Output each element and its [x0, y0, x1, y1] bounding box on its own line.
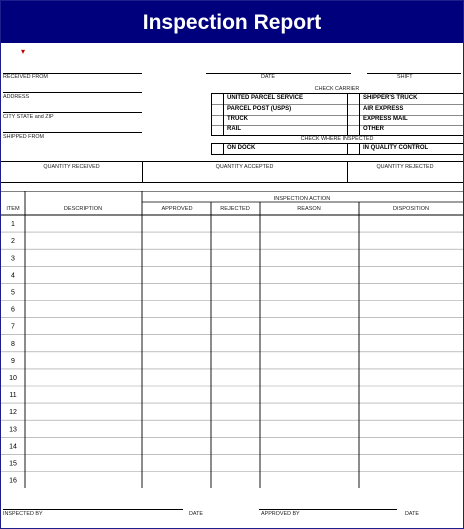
carrier-row-line — [211, 115, 463, 116]
approved-by-line — [259, 509, 397, 510]
received-from-label: RECEIVED FROM — [3, 74, 48, 80]
carrier-check-column-border — [223, 93, 224, 135]
quantity-row-bottom — [1, 182, 463, 183]
page-title: Inspection Report — [142, 11, 322, 34]
date-label: DATE — [261, 74, 275, 80]
shift-line — [367, 73, 461, 74]
checkbox[interactable] — [348, 145, 357, 152]
where-option-quality-control: IN QUALITY CONTROL — [363, 145, 429, 151]
row-number: 11 — [9, 392, 17, 400]
checkbox[interactable] — [212, 126, 221, 133]
where-inspected-heading: CHECK WHERE INSPECTED — [300, 136, 374, 142]
row-number: 15 — [9, 460, 17, 468]
row-number: 14 — [9, 443, 17, 451]
check-carrier-heading: CHECK CARRIER — [314, 86, 360, 92]
city-state-zip-line — [3, 112, 142, 113]
carrier-option-other: OTHER — [363, 126, 384, 132]
address-line — [3, 92, 142, 93]
carrier-option-shippers-truck: SHIPPER'S TRUCK — [363, 95, 418, 101]
address-label: ADDRESS — [3, 94, 30, 100]
column-header-item: ITEM — [6, 206, 20, 212]
row-number: 5 — [11, 289, 15, 297]
column-header-reason: REASON — [297, 206, 321, 212]
inspected-date-label: DATE — [189, 511, 203, 517]
checkbox[interactable] — [348, 126, 357, 133]
row-number: 8 — [11, 340, 15, 348]
where-inspected-check-border — [359, 143, 360, 154]
shift-label: SHIFT — [397, 74, 413, 80]
checkbox[interactable] — [212, 95, 221, 102]
inspection-action-heading: INSPECTION ACTION — [273, 196, 331, 202]
quantity-row-top — [1, 161, 463, 162]
column-header-approved: APPROVED — [161, 206, 193, 212]
carrier-top-border — [211, 93, 463, 94]
cell-marker-icon: ▾ — [21, 47, 26, 56]
checkbox[interactable] — [348, 106, 357, 113]
row-number: 6 — [11, 306, 15, 314]
quantity-received-label: QUANTITY RECEIVED — [43, 164, 100, 170]
inspected-by-label: INSPECTED BY — [3, 511, 43, 517]
shipped-from-line — [3, 132, 142, 133]
row-number: 13 — [9, 426, 17, 434]
column-header-rejected: REJECTED — [220, 206, 250, 212]
row-number: 16 — [9, 477, 17, 485]
carrier-option-truck: TRUCK — [227, 116, 248, 122]
approved-date-label: DATE — [405, 511, 419, 517]
carrier-option-express-mail: EXPRESS MAIL — [363, 116, 408, 122]
row-number: 4 — [11, 272, 15, 280]
carrier-row-line — [211, 125, 463, 126]
carrier-row-line — [211, 104, 463, 105]
inspection-table — [1, 191, 463, 488]
table-grid — [1, 191, 463, 488]
checkbox[interactable] — [348, 116, 357, 123]
approved-by-label: APPROVED BY — [261, 511, 300, 517]
where-inspected-check-border — [223, 143, 224, 154]
date-line — [206, 73, 351, 74]
row-number: 2 — [11, 238, 15, 246]
checkbox[interactable] — [212, 106, 221, 113]
column-header-disposition: DISPOSITION — [392, 206, 430, 212]
row-number: 3 — [11, 255, 15, 263]
where-inspected-top-border — [211, 143, 463, 144]
city-state-zip-label: CITY STATE and ZIP — [3, 114, 54, 120]
quantity-rejected-label: QUANTITY REJECTED — [376, 164, 434, 170]
carrier-option-air-express: AIR EXPRESS — [363, 106, 404, 112]
table-headers — [6, 196, 429, 212]
row-number: 1 — [11, 221, 15, 229]
row-number: 9 — [11, 357, 15, 365]
shipped-from-label: SHIPPED FROM — [3, 134, 45, 140]
row-numbers — [9, 221, 17, 485]
carrier-option-parcel-post: PARCEL POST (USPS) — [227, 106, 292, 112]
inspected-by-line — [3, 509, 183, 510]
where-option-on-dock: ON DOCK — [227, 145, 256, 151]
row-number: 7 — [11, 323, 15, 331]
title-banner — [1, 1, 463, 43]
quantity-accepted-label: QUANTITY ACCEPTED — [215, 164, 274, 170]
carrier-check-column-border — [359, 93, 360, 135]
checkbox[interactable] — [212, 145, 221, 152]
carrier-option-rail: RAIL — [227, 126, 241, 132]
where-inspected-bottom-border — [211, 154, 463, 155]
checkbox[interactable] — [212, 116, 221, 123]
column-header-description: DESCRIPTION — [63, 206, 103, 212]
row-number: 10 — [9, 374, 17, 382]
carrier-option-ups: UNITED PARCEL SERVICE — [227, 95, 304, 101]
row-number: 12 — [9, 409, 17, 417]
checkbox[interactable] — [348, 95, 357, 102]
